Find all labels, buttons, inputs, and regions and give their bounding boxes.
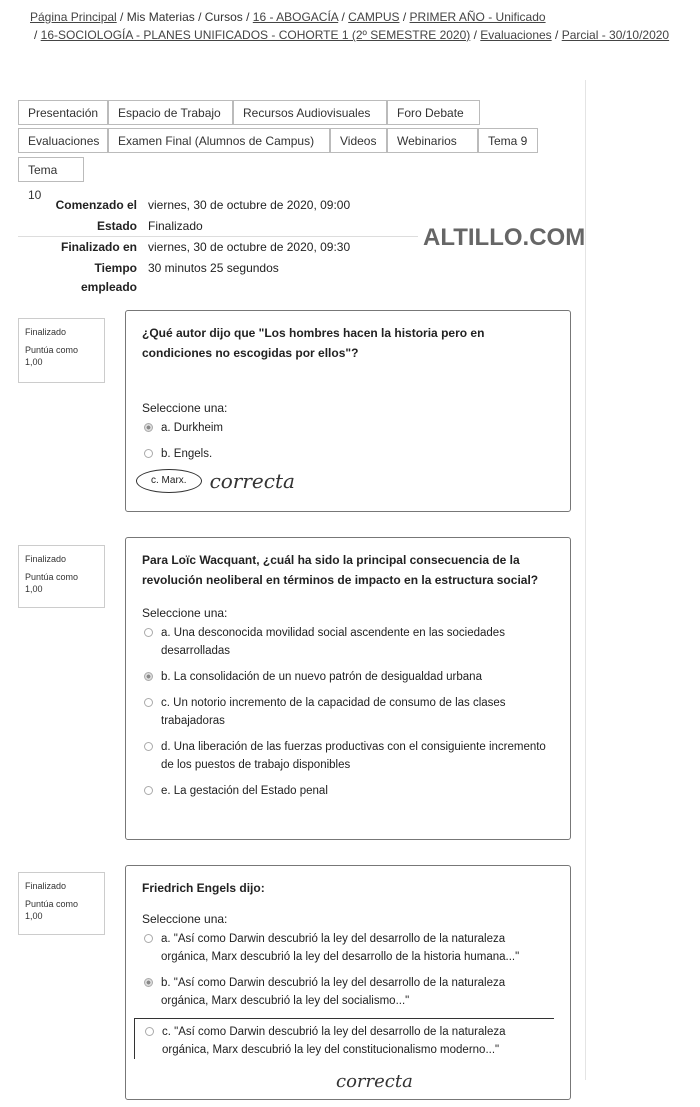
breadcrumb-home[interactable]: Página Principal bbox=[30, 10, 117, 24]
breadcrumb-course[interactable]: 16-SOCIOLOGÍA - PLANES UNIFICADOS - COHORTE 1 (2º SEMESTRE 2020) bbox=[40, 28, 471, 42]
radio-selected[interactable] bbox=[144, 672, 153, 681]
option[interactable] bbox=[142, 469, 554, 493]
time-label: Tiempo bbox=[94, 261, 137, 275]
option[interactable] bbox=[142, 668, 554, 686]
option-label: c. Marx. bbox=[151, 475, 187, 486]
option-label: a. Una desconocida movilidad social ascendente en las sociedades desarrolladas bbox=[161, 627, 505, 657]
radio[interactable] bbox=[144, 786, 153, 795]
tab-foro[interactable]: Foro Debate bbox=[387, 100, 480, 125]
option[interactable] bbox=[142, 782, 554, 800]
select-label: Seleccione una: bbox=[142, 606, 228, 620]
option[interactable] bbox=[134, 1018, 554, 1059]
option-label: b. "Así como Darwin descubrió la ley del desarrollo de la naturaleza orgánica, Marx descubrió la ley del socialismo..." bbox=[161, 977, 506, 1007]
divider bbox=[18, 236, 418, 237]
breadcrumb-evaluaciones[interactable]: Evaluaciones bbox=[480, 28, 552, 42]
question-status: Finalizado bbox=[25, 327, 67, 337]
radio-selected[interactable] bbox=[144, 423, 153, 432]
score-value: 1,00 bbox=[25, 357, 43, 367]
radio[interactable] bbox=[144, 449, 153, 458]
option[interactable] bbox=[142, 930, 554, 966]
option-label: b. Engels. bbox=[161, 448, 213, 460]
tab-espacio-trabajo[interactable]: Espacio de Trabajo bbox=[108, 100, 233, 125]
option-label: e. La gestación del Estado penal bbox=[161, 785, 328, 797]
score-label: Puntúa como bbox=[25, 572, 79, 582]
state-label: Estado bbox=[96, 219, 137, 233]
started-value: viernes, 30 de octubre de 2020, 09:00 bbox=[148, 198, 351, 212]
finished-label: Finalizado en bbox=[60, 240, 137, 254]
state-value: Finalizado bbox=[148, 219, 203, 233]
radio[interactable] bbox=[144, 698, 153, 707]
watermark: ALTILLO.COM bbox=[423, 224, 586, 251]
time-value: 30 minutos 25 segundos bbox=[148, 261, 279, 275]
tab-videos[interactable]: Videos bbox=[330, 128, 387, 153]
question-1 bbox=[125, 310, 571, 512]
handwritten-annotation: correcta bbox=[336, 1071, 413, 1092]
breadcrumb-line-2: / 16-SOCIOLOGÍA - PLANES UNIFICADOS - COHORTE 1 (2º SEMESTRE 2020) / Evaluaciones / Parcial - 30/10/2020 bbox=[34, 28, 670, 42]
tab-evaluaciones[interactable]: Evaluaciones bbox=[18, 128, 108, 153]
option[interactable] bbox=[142, 974, 554, 1010]
question-info bbox=[18, 872, 105, 935]
question-text: ¿Qué autor dijo que "Los hombres hacen la historia pero en condiciones no escogidas por ellos"? bbox=[142, 326, 485, 360]
started-label: Comenzado el bbox=[55, 198, 137, 212]
score-label: Puntúa como bbox=[25, 345, 79, 355]
question-text: Para Loïc Wacquant, ¿cuál ha sido la principal consecuencia de la revolución neoliberal en términos de impacto en la estructura social? bbox=[142, 553, 539, 587]
option[interactable] bbox=[142, 738, 554, 774]
tab-tema-10[interactable]: Tema 10 bbox=[18, 157, 84, 182]
radio[interactable] bbox=[145, 1027, 154, 1036]
question-status: Finalizado bbox=[25, 881, 67, 891]
breadcrumb-parcial[interactable]: Parcial - 30/10/2020 bbox=[561, 28, 670, 42]
tab-tema-9[interactable]: Tema 9 bbox=[478, 128, 538, 153]
radio[interactable] bbox=[144, 934, 153, 943]
breadcrumb-campus[interactable]: CAMPUS bbox=[348, 10, 400, 24]
breadcrumb-abogacia[interactable]: 16 - ABOGACÍA bbox=[252, 10, 339, 24]
option-label: b. La consolidación de un nuevo patrón de desigualdad urbana bbox=[161, 671, 482, 683]
score-label: Puntúa como bbox=[25, 899, 79, 909]
option[interactable] bbox=[142, 694, 554, 730]
handwritten-annotation: correcta bbox=[209, 469, 295, 493]
score-value: 1,00 bbox=[25, 911, 43, 921]
question-info bbox=[18, 318, 105, 383]
option[interactable] bbox=[142, 445, 554, 463]
breadcrumb: Página Principal / Mis Materias / Cursos / 16 - ABOGACÍA / CAMPUS / PRIMER AÑO - Unificado bbox=[30, 10, 546, 24]
tab-examen-final[interactable]: Examen Final (Alumnos de Campus) bbox=[108, 128, 330, 153]
score-value: 1,00 bbox=[25, 584, 43, 594]
radio-selected[interactable] bbox=[144, 978, 153, 987]
time-label-2: empleado bbox=[80, 280, 137, 294]
question-text: Friedrich Engels dijo: bbox=[142, 881, 265, 895]
option-label: a. "Así como Darwin descubrió la ley del desarrollo de la naturaleza orgánica, Marx descubrió la ley del desarrollo de la historia humana..." bbox=[161, 933, 520, 963]
option-label: c. "Así como Darwin descubrió la ley del desarrollo de la naturaleza orgánica, Marx descubrió la ley del constitucionalismo moderno..." bbox=[162, 1026, 506, 1056]
tab-presentacion[interactable]: Presentación bbox=[18, 100, 108, 125]
question-status: Finalizado bbox=[25, 554, 67, 564]
breadcrumb-year[interactable]: PRIMER AÑO - Unificado bbox=[409, 10, 546, 24]
option[interactable] bbox=[142, 419, 554, 437]
question-3 bbox=[125, 865, 571, 1100]
tab-webinarios[interactable]: Webinarios bbox=[387, 128, 478, 153]
breadcrumb-courses[interactable]: Mis Materias / Cursos bbox=[126, 10, 243, 24]
option[interactable] bbox=[142, 624, 554, 660]
option-label: d. Una liberación de las fuerzas productivas con el consiguiente incremento de los puestos de trabajo disponibles bbox=[161, 741, 546, 771]
tab-recursos[interactable]: Recursos Audiovisuales bbox=[233, 100, 387, 125]
radio[interactable] bbox=[144, 628, 153, 637]
question-info bbox=[18, 545, 105, 608]
question-2 bbox=[125, 537, 571, 840]
radio[interactable] bbox=[144, 742, 153, 751]
option-label: c. Un notorio incremento de la capacidad de consumo de las clases trabajadoras bbox=[161, 697, 506, 727]
option-label: a. Durkheim bbox=[161, 422, 223, 434]
finished-value: viernes, 30 de octubre de 2020, 09:30 bbox=[148, 240, 351, 254]
select-label: Seleccione una: bbox=[142, 912, 228, 926]
select-label: Seleccione una: bbox=[142, 401, 228, 415]
